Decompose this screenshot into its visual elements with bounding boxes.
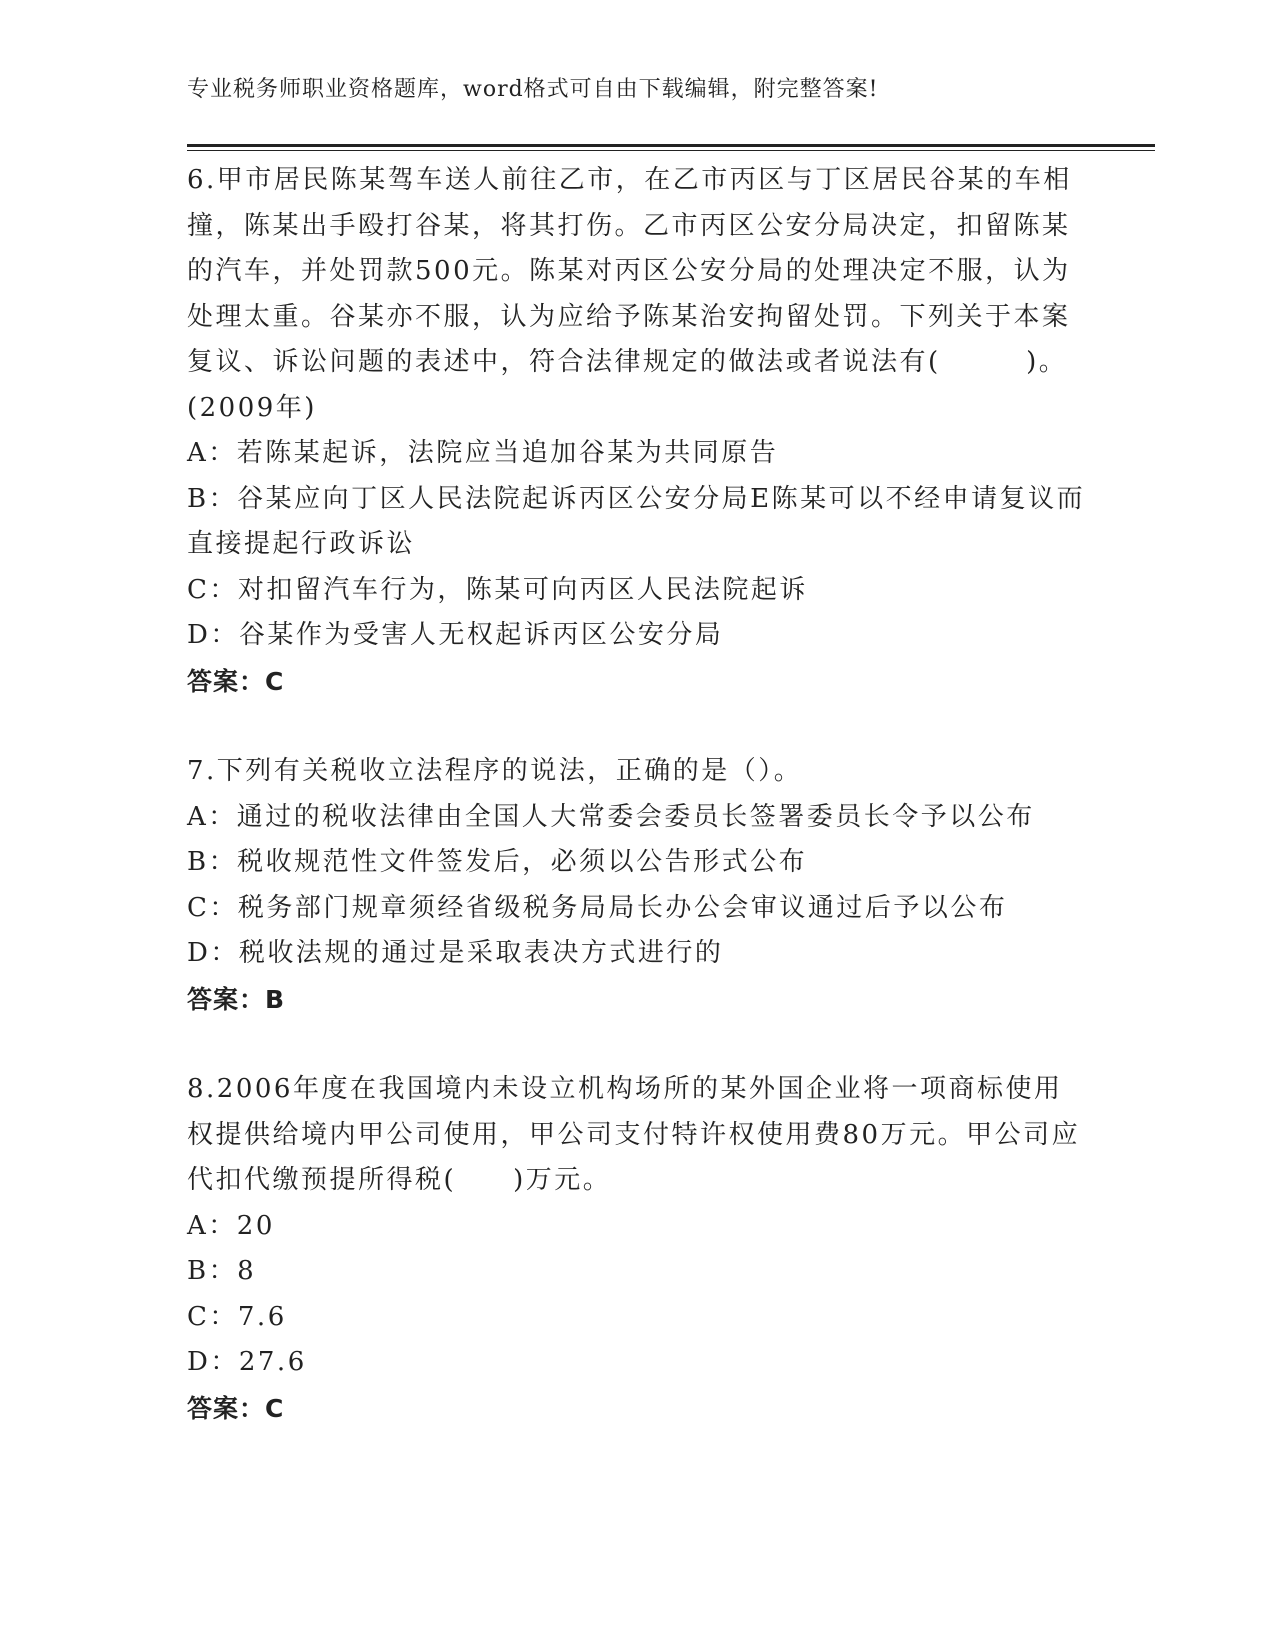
question-stem: 6.甲市居民陈某驾车送人前往乙市，在乙市丙区与丁区居民谷某的车相撞，陈某出手殴打谷某，将其打伤。乙市丙区公安分局决定，扣留陈某的汽车，并处罚款500元。陈某对丙区公安分局的处理决定不服，认为处理太重。谷某亦不服，认为应给予陈某治安拘留处罚。下列关于本案复议、诉讼问题的表述中，符合法律规定的做法或者说法有( )。(2009年) — [187, 165, 1072, 423]
question-spacer — [187, 704, 1087, 749]
option-c: C：对扣留汽车行为，陈某可向丙区人民法院起诉 — [187, 574, 808, 605]
option-b: B：税收规范性文件签发后，必须以公告形式公布 — [187, 847, 808, 877]
option-b: B：8 — [187, 1256, 257, 1286]
option-d: D：税收法规的通过是采取表决方式进行的 — [187, 938, 724, 968]
question-spacer — [187, 1022, 1087, 1067]
option-a: A：20 — [187, 1210, 275, 1241]
header-divider-thin — [187, 150, 1155, 151]
option-b: B：谷某应向丁区人民法院起诉丙区公安分局E陈某可以不经申请复议而直接提起行政诉讼 — [187, 483, 1086, 559]
option-c: C：税务部门规章须经省级税务局局长办公会审议通过后予以公布 — [187, 892, 1008, 923]
option-c: C：7.6 — [187, 1301, 287, 1332]
question-8 — [187, 1067, 1087, 1431]
question-6 — [187, 158, 1087, 704]
question-7 — [187, 749, 1087, 1022]
header-divider-thick — [187, 144, 1155, 147]
question-stem: 8.2006年度在我国境内未设立机构场所的某外国企业将一项商标使用权提供给境内甲公司使用，甲公司支付特许权使用费80万元。甲公司应代扣代缴预提所得税( )万元。 — [187, 1074, 1081, 1195]
page-header: 专业税务师职业资格题库，word格式可自由下载编辑，附完整答案! — [187, 77, 879, 102]
option-d: D：27.6 — [187, 1347, 307, 1377]
question-list — [187, 158, 1087, 1431]
option-a: A：通过的税收法律由全国人大常委会委员长签署委员长令予以公布 — [187, 801, 1035, 832]
question-stem: 7.下列有关税收立法程序的说法，正确的是（）。 — [187, 756, 803, 786]
answer-line: 答案：B — [187, 984, 286, 1014]
option-d: D：谷某作为受害人无权起诉丙区公安分局 — [187, 620, 724, 650]
answer-line: 答案：C — [187, 666, 285, 696]
answer-line: 答案：C — [187, 1393, 285, 1423]
option-a: A：若陈某起诉，法院应当追加谷某为共同原告 — [187, 438, 779, 468]
